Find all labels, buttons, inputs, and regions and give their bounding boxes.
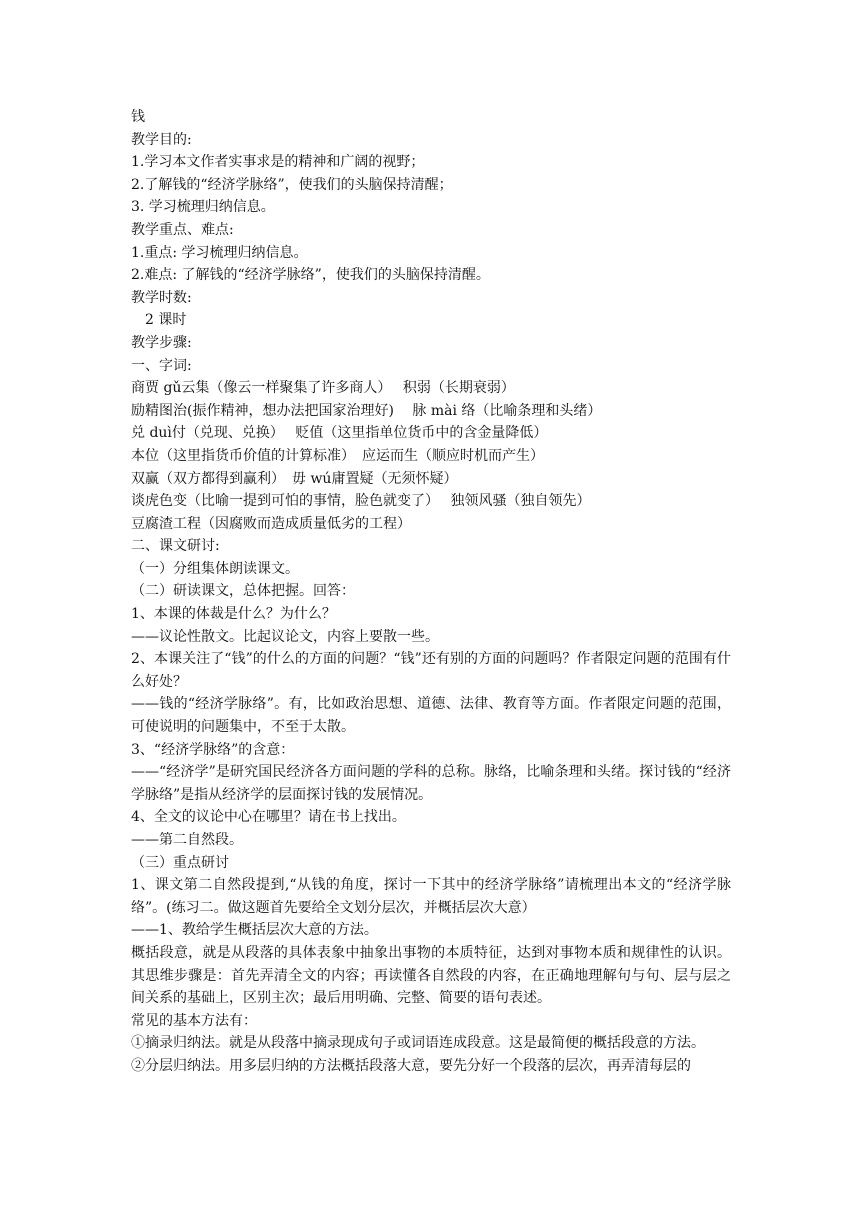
vocab-line: 兑 duì付（兑现、兑换） 贬值（这里指单位货币中的含金量降低） xyxy=(131,425,548,442)
section-heading: 教学时数: xyxy=(131,289,192,306)
vocab-line: 励精图治(振作精神，想办法把国家治理好) 脉 mài 络（比喻条理和头绪） xyxy=(131,402,602,419)
section-heading: 教学目的: xyxy=(131,131,192,148)
section-heading: （三）重点研讨 xyxy=(131,854,229,871)
text-line: 1.重点: 学习梳理归纳信息。 xyxy=(131,244,308,261)
question-line: 1、课文第二自然段提到,“从钱的角度，探讨一下其中的经济学脉络”请梳理出本文的“经济学脉络”。(练习二。做这题首先要给全文划分层次，并概括层次大意） xyxy=(131,877,731,916)
text-line: 2.了解钱的“经济学脉络”，使我们的头脑保持清醒； xyxy=(131,176,453,193)
text-line: 常见的基本方法有： xyxy=(131,1012,257,1029)
text-line: （二）研读课文，总体把握。回答： xyxy=(131,583,355,600)
question-line: 4、全文的议论中心在哪里？请在书上找出。 xyxy=(131,809,406,826)
vocab-line: 本位（这里指货币价值的计算标准） 应运而生（顺应时机而产生） xyxy=(131,447,544,464)
document-page xyxy=(131,106,731,1078)
document-title: 钱 xyxy=(131,109,145,125)
section-heading: 一、字词: xyxy=(131,357,192,374)
text-line: 2.难点: 了解钱的“经济学脉络”，使我们的头脑保持清醒。 xyxy=(131,267,490,284)
section-heading: 教学重点、难点: xyxy=(131,221,234,238)
answer-line: ——议论性散文。比起议论文，内容上要散一些。 xyxy=(131,628,439,645)
vocab-line: 谈虎色变（比喻一提到可怕的事情，脸色就变了） 独领风骚（独自领先） xyxy=(131,493,591,510)
text-line: （一）分组集体朗读课文。 xyxy=(131,560,299,577)
question-line: 1、本课的体裁是什么？为什么？ xyxy=(131,606,336,623)
text-paragraph: ①摘录归纳法。就是从段落中摘录现成句子或词语连成段意。这是最简便的概括段意的方法。 xyxy=(131,1035,705,1052)
text-line: 3. 学习梳理归纳信息。 xyxy=(131,199,275,216)
text-paragraph: ②分层归纳法。用多层归纳的方法概括段落大意，要先分好一个段落的层次，再弄清每层的 xyxy=(131,1057,691,1074)
text-line: 1.学习本文作者实事求是的精神和广阔的视野； xyxy=(131,154,425,171)
text-paragraph: 概括段意，就是从段落的具体表象中抽象出事物的本质特征，达到对事物本质和规律性的认识。其思维步骤是：首先弄清全文的内容；再读懂各自然段的内容，在正确地理解句与句、层与层之间关系的基础上，区别主次；最后用明确、完整、简要的语句表述。 xyxy=(131,944,731,1007)
vocab-line: 商贾 gǔ云集（像云一样聚集了许多商人） 积弱（长期衰弱） xyxy=(131,380,515,397)
question-line: 3、“经济学脉络”的含意： xyxy=(131,741,295,758)
section-heading: 教学步骤: xyxy=(131,334,192,351)
question-line: 2、本课关注了“钱”的什么的方面的问题？“钱”还有别的方面的问题吗？作者限定问题的范围有什么好处？ xyxy=(131,651,731,690)
answer-line: ——第二自然段。 xyxy=(131,832,243,848)
answer-line: ——“经济学”是研究国民经济各方面问题的学科的总称。脉络，比喻条理和头绪。探讨钱的“经济学脉络”是指从经济学的层面探讨钱的发展情况。 xyxy=(131,764,731,803)
section-heading: 二、课文研讨: xyxy=(131,538,220,555)
vocab-line: 豆腐渣工程（因腐败而造成质量低劣的工程） xyxy=(131,515,411,532)
answer-line: ——钱的“经济学脉络”。有，比如政治思想、道德、法律、教育等方面。作者限定问题的范围，可使说明的问题集中，不至于太散。 xyxy=(131,696,731,736)
text-line: 2 课时 xyxy=(145,312,187,329)
answer-line: ——1、教给学生概括层次大意的方法。 xyxy=(131,922,378,939)
vocab-line: 双赢（双方都得到赢利） 毋 wú庸置疑（无须怀疑） xyxy=(131,470,458,487)
